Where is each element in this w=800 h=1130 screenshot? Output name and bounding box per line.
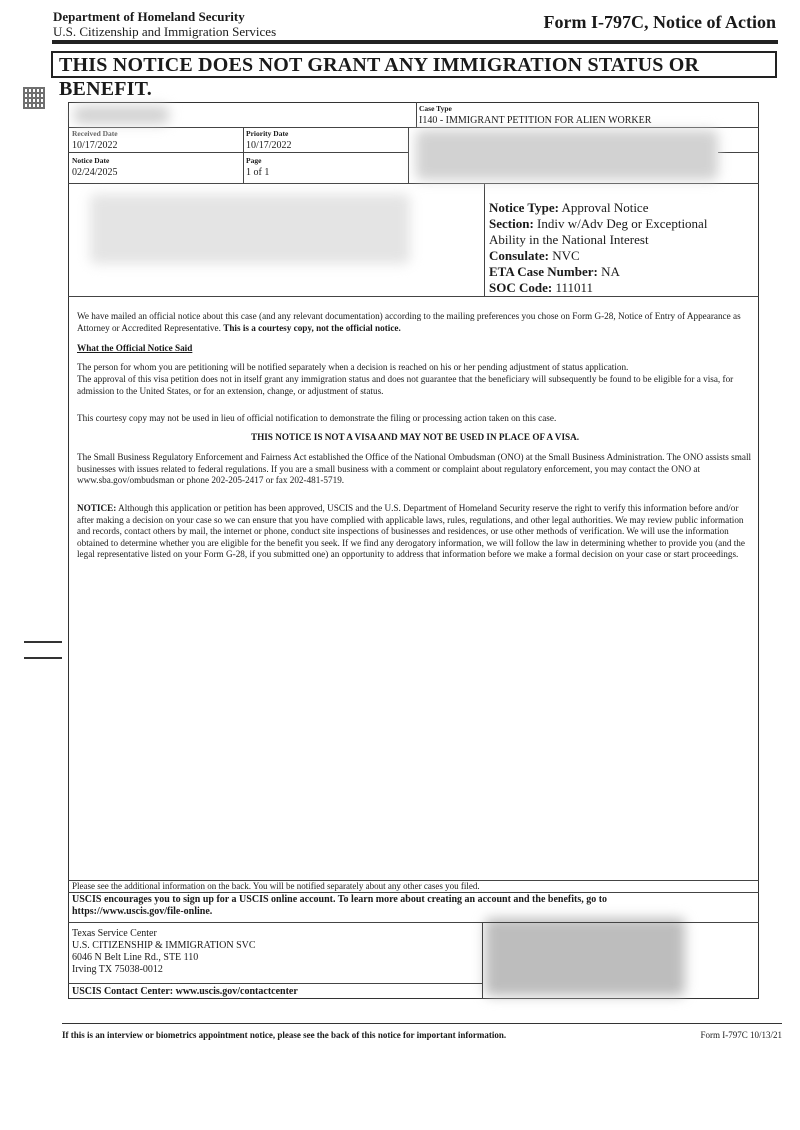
grid-line: [484, 183, 485, 296]
case-type-label: Case Type: [419, 104, 452, 113]
address-line: Irving TX 75038-0012: [72, 964, 163, 975]
fold-mark: [24, 657, 62, 659]
priority-date-label: Priority Date: [246, 129, 289, 138]
case-type-value: I140 - IMMIGRANT PETITION FOR ALIEN WORKER: [419, 115, 652, 126]
notice-type-label: Notice Type:: [489, 200, 559, 215]
page-value: 1 of 1: [246, 167, 270, 178]
address-line: Texas Service Center: [72, 928, 157, 939]
grid-line: [416, 102, 417, 127]
grid-line: [68, 983, 482, 984]
address-line: U.S. CITIZENSHIP & IMMIGRATION SVC: [72, 940, 256, 951]
mailing-paragraph: [77, 311, 753, 334]
eta-case-number-value: NA: [601, 264, 620, 279]
courtesy-paragraph: This courtesy copy may not be used in lieu of official notification to demonstrate the filing or processing action taken on this case.: [77, 413, 557, 423]
online-account-text: USCIS encourages you to sign up for a USCIS online account. To learn more about creating an account and the benefits, go to https://www.uscis.gov/file-online.: [72, 894, 608, 917]
redacted-applicant-info: [416, 130, 718, 180]
eta-case-number-label: ETA Case Number:: [489, 264, 598, 279]
verification-text: Although this application or petition has been approved, USCIS and the U.S. Department of Homeland Security reserve the right to verify this information before and/or after making a decision on your case so we can ensure that you have complied with applicable laws, rules, regulations, and other legal authorities. We may review public information and records, contact others by mail, the internet or phone, conduct site inspections of businesses and residences, or use other methods of verification. We will use the information obtained to determine whether you are eligible for the benefit you seek. If we find any derogatory information, we will follow the law in determining whether to provide you (and the legal representative listed on your Form G-28, if you submitted one) an opportunity to address that information before we make a formal decision on your case or start proceedings.: [77, 503, 745, 559]
header-divider: [52, 40, 778, 44]
received-date-value: 10/17/2022: [72, 140, 118, 151]
grid-line: [68, 127, 759, 128]
contact-center-text: USCIS Contact Center: www.uscis.gov/contactcenter: [72, 986, 298, 997]
form-id: Form I-797C 10/13/21: [700, 1030, 782, 1040]
grid-line: [243, 127, 244, 183]
consulate-value: NVC: [552, 248, 580, 263]
notice-banner: THIS NOTICE DOES NOT GRANT ANY IMMIGRATION STATUS OR BENEFIT.: [51, 51, 777, 78]
bottom-divider: [62, 1023, 782, 1024]
additional-info-text: Please see the additional information on the back. You will be notified separately about any other cases you filed.: [72, 881, 480, 891]
service-center-address: [72, 928, 256, 976]
agency-name: U.S. Citizenship and Immigration Services: [53, 24, 277, 39]
grid-line: [718, 152, 759, 153]
section-value: Indiv w/Adv Deg or Exceptional: [537, 216, 708, 231]
notice-date-label: Notice Date: [72, 156, 110, 165]
redacted-receipt-number: [74, 106, 169, 124]
consulate-label: Consulate:: [489, 248, 549, 263]
notice-type-value: Approval Notice: [561, 200, 649, 215]
courtesy-copy-text: This is a courtesy copy, not the official notice.: [223, 322, 401, 333]
form-title: Form I-797C, Notice of Action: [543, 12, 776, 32]
grid-line: [68, 892, 759, 893]
section-label: Section:: [489, 216, 534, 231]
page-label: Page: [246, 156, 262, 165]
soc-code-value: 111011: [555, 280, 594, 295]
department-name: Department of Homeland Security: [53, 9, 245, 24]
section-value-continued: Ability in the National Interest: [489, 232, 649, 247]
soc-code-label: SOC Code:: [489, 280, 553, 295]
redacted-recipient-address: [485, 918, 685, 996]
redacted-mailing-address: [90, 194, 410, 264]
notice-date-value: 02/24/2025: [72, 167, 118, 178]
not-a-visa-text: THIS NOTICE IS NOT A VISA AND MAY NOT BE USED IN PLACE OF A VISA.: [250, 432, 580, 442]
ombudsman-paragraph: The Small Business Regulatory Enforcement and Fairness Act established the Office of the National Ombudsman (ONO) at the Small Business Administration. The ONO assists small businesses with issues related to federal regulations. If you are a small business with a comment or complaint about regulatory enforcement, you may contact the ONO at www.sba.gov/ombudsman or phone 202-205-2417 or fax 202-481-5719.: [77, 452, 752, 485]
biometrics-note: If this is an interview or biometrics appointment notice, please see the back of this notice for important information.: [62, 1030, 507, 1040]
petition-paragraph: The person for whom you are petitioning will be notified separately when a decision is reached on his or her pending adjustment of status application.: [77, 362, 629, 372]
grid-line: [68, 296, 759, 297]
received-date-label: Received Date: [72, 129, 118, 138]
priority-date-value: 10/17/2022: [246, 140, 292, 151]
address-line: 6046 N Belt Line Rd., STE 110: [72, 952, 199, 963]
grid-line: [68, 183, 759, 184]
approval-paragraph: The approval of this visa petition does not in itself grant any immigration status and does not guarantee that the beneficiary will subsequently be found to be eligible for a visa, for admission to the United States, or for an extension, change, or adjustment of status.: [77, 374, 734, 396]
official-notice-heading: What the Official Notice Said: [77, 343, 193, 353]
barcode-icon: [23, 87, 45, 109]
grid-line: [68, 152, 408, 153]
grid-line: [68, 922, 759, 923]
mailing-text: We have mailed an official notice about this case (and any relevant documentation) according to the mailing preferences you chose on Form G-28, Notice of Entry of Appearance as Attorney or Accredited Representative.: [77, 311, 741, 333]
fold-mark: [24, 641, 62, 643]
grid-line: [408, 127, 409, 183]
verification-paragraph: [77, 503, 753, 561]
notice-label: NOTICE:: [77, 503, 117, 513]
grid-line: [482, 922, 483, 999]
notice-info: [489, 200, 754, 296]
